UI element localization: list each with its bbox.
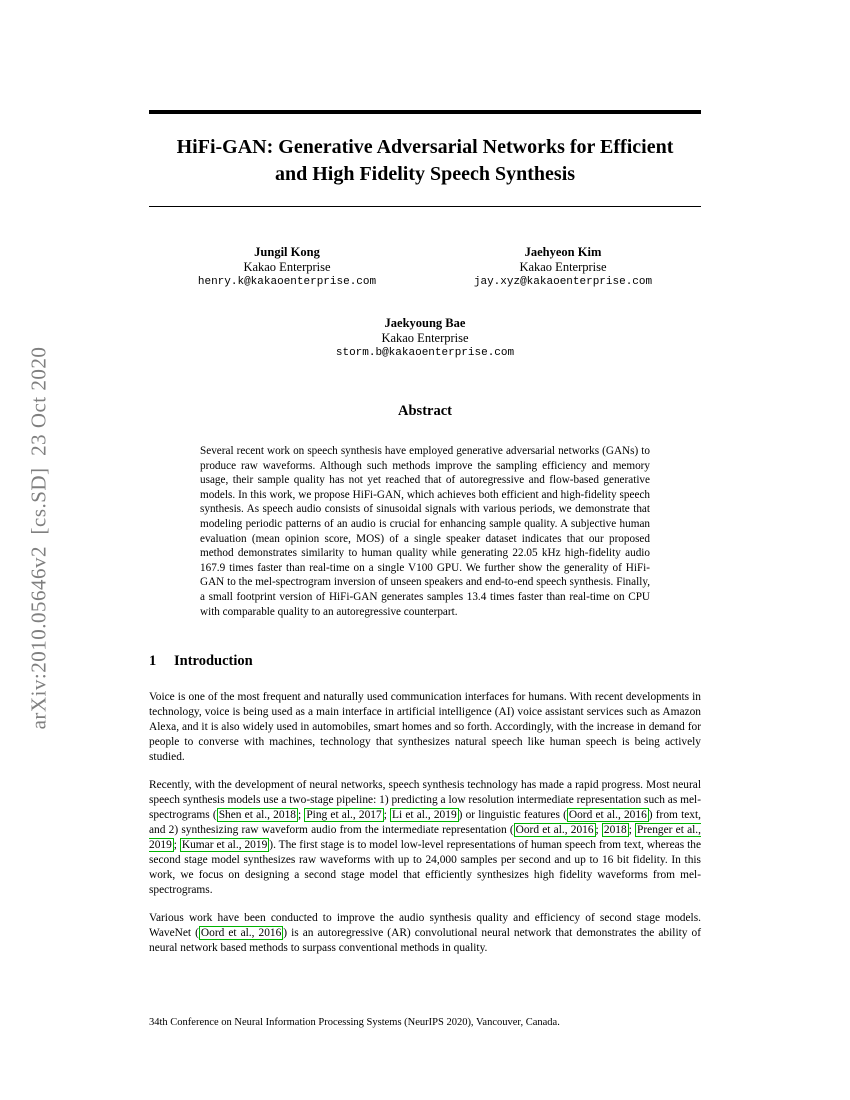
body-text: Voice is one of the most frequent and naturally used communication interfaces for humans. With recent developments in technology, voice is being used as a main interface in artificial intelligence (AI) voice assistant services such as Amazon Alexa, and it is also widely used in automobiles, smart homes and so forth. Accordingly, with the increase in demand for people to converse with machines, technology that synthesizes natural speech like human speech is being actively studied. xyxy=(149,691,701,764)
author-affiliation: Kakao Enterprise xyxy=(381,331,469,345)
body-text: ) from text, and 2) synthesizing raw waveform audio from the intermediate representation ( xyxy=(149,809,701,837)
citation-link[interactable]: Shen et al., 2018 xyxy=(218,809,296,822)
section-heading xyxy=(149,653,701,670)
author-email: storm.b@kakaoenterprise.com xyxy=(335,347,515,359)
citation-link[interactable]: Kumar et al., 2019 xyxy=(181,839,268,852)
body-text: Various work have been conducted to improve the audio synthesis quality and efficiency of second stage models. WaveNet ( xyxy=(149,912,701,940)
arxiv-watermark: arXiv:2010.05646v2 [cs.SD] 23 Oct 2020 xyxy=(26,346,51,730)
paper-content xyxy=(149,0,701,1100)
authors-block xyxy=(149,245,701,290)
footer-note: 34th Conference on Neural Information Processing Systems (NeurIPS 2020), Vancouver, Canada. xyxy=(149,1017,560,1028)
body-text: ; xyxy=(383,809,391,822)
title-rule-top xyxy=(149,110,701,114)
citation-link[interactable]: Oord et al., 2016 xyxy=(568,809,647,822)
author-email: henry.k@kakaoenterprise.com xyxy=(197,276,377,288)
paragraph xyxy=(149,911,701,956)
section-number: 1 xyxy=(149,653,157,670)
author-email: jay.xyz@kakaoenterprise.com xyxy=(473,276,653,288)
paragraph xyxy=(149,690,701,765)
body-text: ; xyxy=(595,824,602,837)
title-rule-bottom xyxy=(149,206,701,207)
author-name: Jaekyoung Bae xyxy=(384,316,466,330)
author xyxy=(149,245,425,290)
citation-link[interactable]: Li et al., 2019 xyxy=(392,809,457,822)
paragraph xyxy=(149,778,701,898)
body-text: ) is an autoregressive (AR) convolutional neural network that demonstrates the ability of neural network based methods to surpass conventional methods in quality. xyxy=(149,927,701,955)
abstract-text: Several recent work on speech synthesis have employed generative adversarial networks (GANs) to produce raw waveforms. Although such methods improve the sampling efficiency and memory usage, their sample quality has not yet reached that of autoregressive and flow-based generative models. In this work, we propose HiFi-GAN, which achieves both efficient and high-fidelity speech synthesis. As speech audio consists of sinusoidal signals with various periods, we demonstrate that modeling periodic patterns of an audio is crucial for enhancing sample quality. A subjective human evaluation (mean opinion score, MOS) of a single speaker dataset indicates that our proposed method demonstrates similarity to human quality while generating 22.05 kHz high-fidelity audio 167.9 times faster than real-time on a single V100 GPU. We further show the generality of HiFi-GAN to the mel-spectrogram inversion of unseen speakers and end-to-end speech synthesis. Finally, a small footprint version of HiFi-GAN generates samples 13.4 times faster than real-time on CPU with comparable quality to an autoregressive counterpart. xyxy=(200,445,650,618)
body-text: ; xyxy=(173,839,180,852)
citation-link[interactable]: Prenger et al., 2019 xyxy=(149,824,701,852)
author-affiliation: Kakao Enterprise xyxy=(243,260,331,274)
citation-link[interactable]: Oord et al., 2016 xyxy=(200,927,282,940)
paper-title: HiFi-GAN: Generative Adversarial Networks for Efficient and High Fidelity Speech Synthesis xyxy=(176,136,674,185)
body-text: ; xyxy=(297,809,305,822)
citation-link[interactable]: Ping et al., 2017 xyxy=(306,809,382,822)
author-name: Jungil Kong xyxy=(254,245,320,259)
body-text: ). The first stage is to model low-level representations of human speech from text, whereas the second stage model synthesizes raw waveforms with up to 24,000 samples per second and up to 16 bit fidelity. In this work, we focus on designing a second stage model that efficiently synthesizes high fidelity waveforms from mel-spectrograms. xyxy=(149,839,701,897)
body-text: ) or linguistic features ( xyxy=(458,809,567,822)
body-text: Recently, with the development of neural networks, speech synthesis technology has made a rapid progress. Most neural speech synthesis models use a two-stage pipeline: 1) predicting a low resolution intermediate representation such as mel-spectrograms ( xyxy=(149,779,701,822)
author-name: Jaehyeon Kim xyxy=(524,245,602,259)
abstract-heading: Abstract xyxy=(398,403,452,419)
author-affiliation: Kakao Enterprise xyxy=(519,260,607,274)
citation-link[interactable]: 2018 xyxy=(603,824,627,837)
author xyxy=(149,316,701,361)
author xyxy=(425,245,701,290)
body-text: ; xyxy=(628,824,636,837)
citation-link[interactable]: Oord et al., 2016 xyxy=(515,824,594,837)
section-title: Introduction xyxy=(174,653,253,670)
